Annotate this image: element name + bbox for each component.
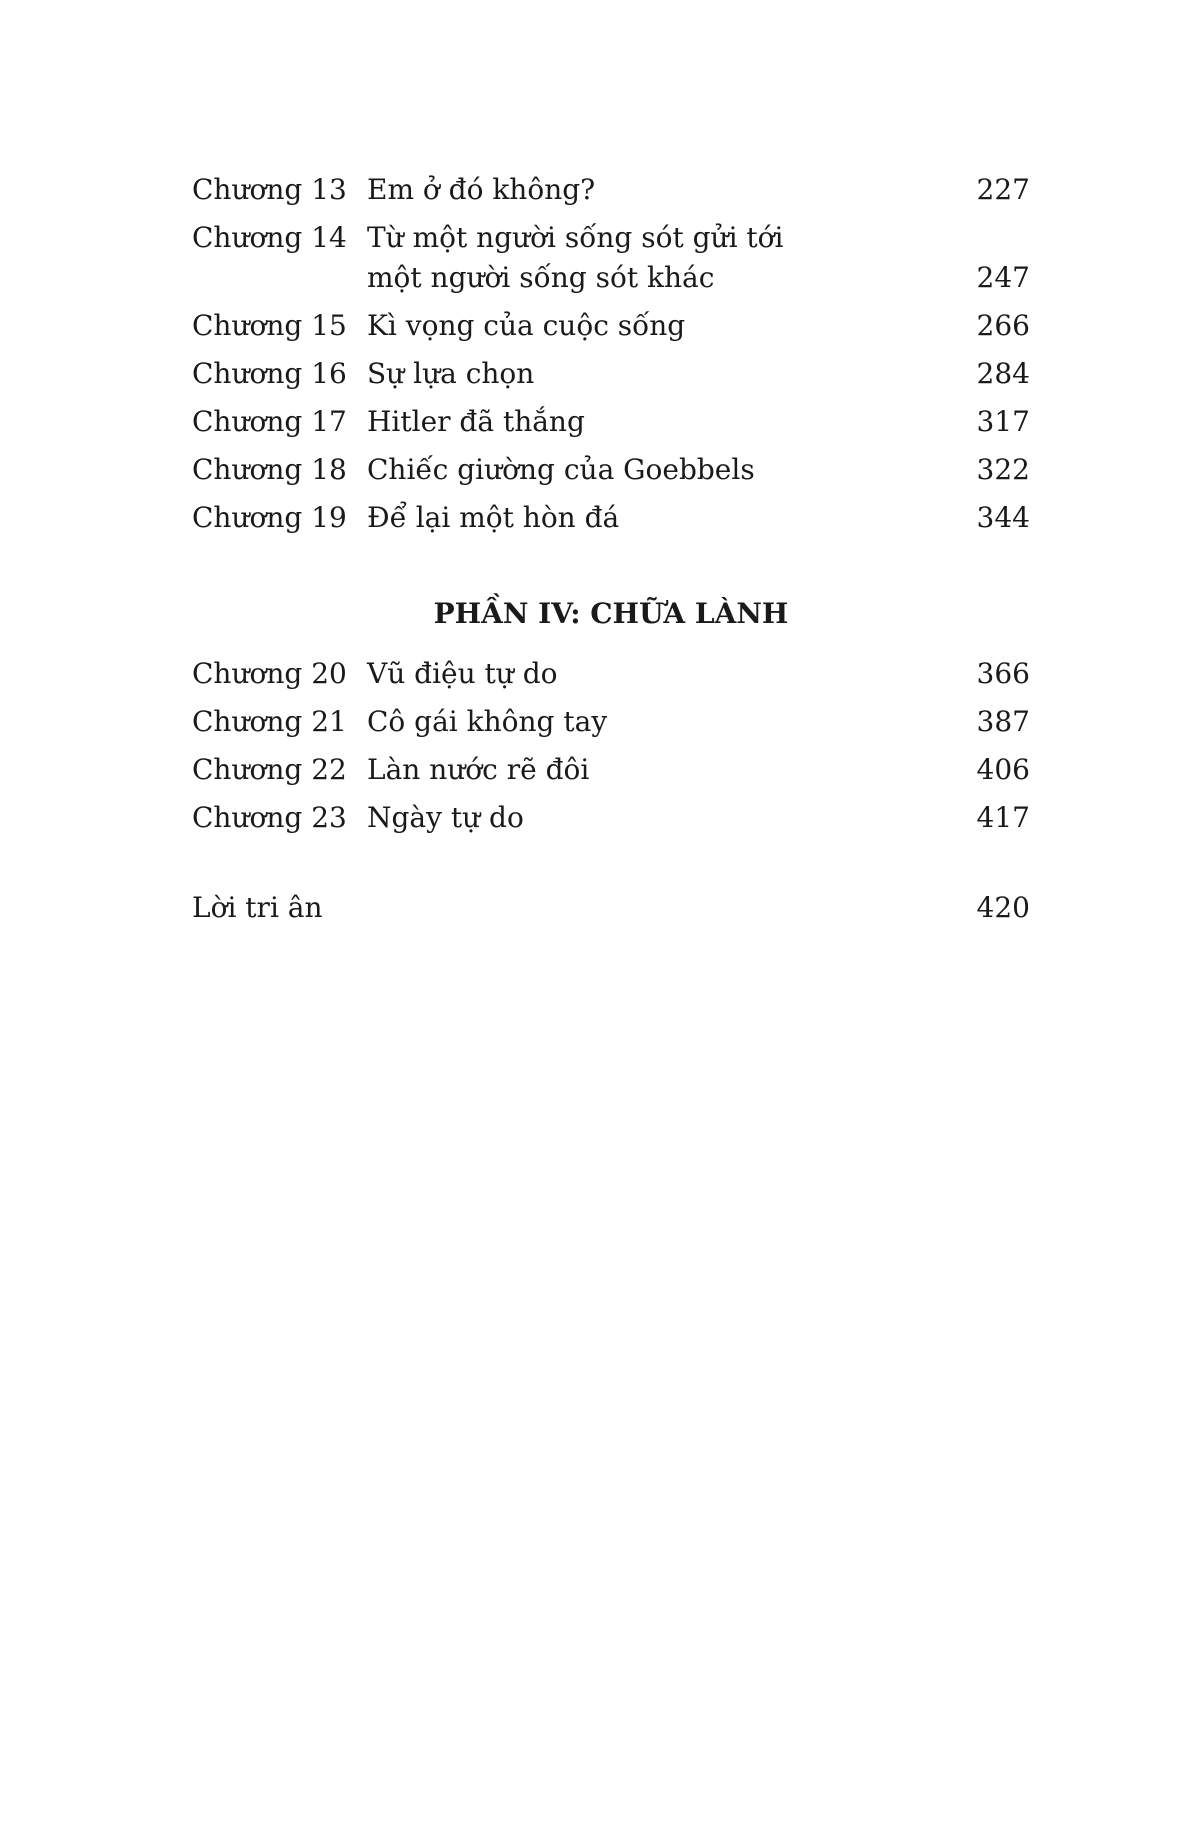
- chapter-title: Chiếc giường của Goebbels: [367, 453, 755, 486]
- chapter-title: Kì vọng của cuộc sống: [367, 309, 686, 342]
- chapter-number: Chương 13: [192, 173, 347, 206]
- page-number: 387: [976, 705, 1030, 738]
- toc-row-ch17[interactable]: [192, 402, 1030, 442]
- chapter-title: Ngày tự do: [367, 801, 524, 834]
- chapter-number: Chương 14: [192, 221, 347, 254]
- table-of-contents: [192, 170, 1030, 936]
- page-number: 420: [976, 891, 1030, 924]
- chapter-number: Chương 15: [192, 309, 347, 342]
- toc-row-ch13[interactable]: [192, 170, 1030, 210]
- page-number: 366: [976, 657, 1030, 690]
- page-number: 266: [976, 309, 1030, 342]
- spacer: [192, 846, 1030, 888]
- page-number: 417: [976, 801, 1030, 834]
- chapter-title: Vũ điệu tự do: [367, 657, 558, 690]
- page-number: 247: [976, 261, 1030, 294]
- toc-row-acknowledgements[interactable]: [192, 888, 1030, 928]
- page-number: 284: [976, 357, 1030, 390]
- chapter-number: Chương 23: [192, 801, 347, 834]
- chapter-number: Chương 18: [192, 453, 347, 486]
- page-number: 317: [976, 405, 1030, 438]
- toc-row-ch16[interactable]: [192, 354, 1030, 394]
- page-number: 406: [976, 753, 1030, 786]
- chapter-number: Chương 21: [192, 705, 347, 738]
- chapter-number: Chương 22: [192, 753, 347, 786]
- chapter-title: Hitler đã thắng: [367, 405, 585, 438]
- page-number: 322: [976, 453, 1030, 486]
- chapter-title: Từ một người sống sót gửi tới một người sống sót khác: [367, 221, 784, 294]
- page-number: 344: [976, 501, 1030, 534]
- toc-row-ch23[interactable]: [192, 798, 1030, 838]
- chapter-number: Chương 19: [192, 501, 347, 534]
- chapter-number: Chương 16: [192, 357, 347, 390]
- toc-row-ch19[interactable]: [192, 498, 1030, 538]
- chapter-title: Sự lựa chọn: [367, 357, 535, 390]
- chapter-title: Em ở đó không?: [367, 173, 596, 206]
- chapter-number: Chương 20: [192, 657, 347, 690]
- toc-row-ch15[interactable]: [192, 306, 1030, 346]
- chapter-title: Để lại một hòn đá: [367, 501, 620, 534]
- chapter-title: Làn nước rẽ đôi: [367, 753, 590, 786]
- toc-row-ch14[interactable]: [192, 218, 1030, 298]
- toc-row-ch18[interactable]: [192, 450, 1030, 490]
- toc-row-ch22[interactable]: [192, 750, 1030, 790]
- page-number: 227: [976, 173, 1030, 206]
- chapter-number: Chương 17: [192, 405, 347, 438]
- toc-row-ch20[interactable]: [192, 654, 1030, 694]
- chapter-title: Cô gái không tay: [367, 705, 608, 738]
- toc-row-ch21[interactable]: [192, 702, 1030, 742]
- acknowledgements-title: Lời tri ân: [192, 891, 323, 924]
- part-heading: PHẦN IV: CHỮA LÀNH: [433, 597, 789, 630]
